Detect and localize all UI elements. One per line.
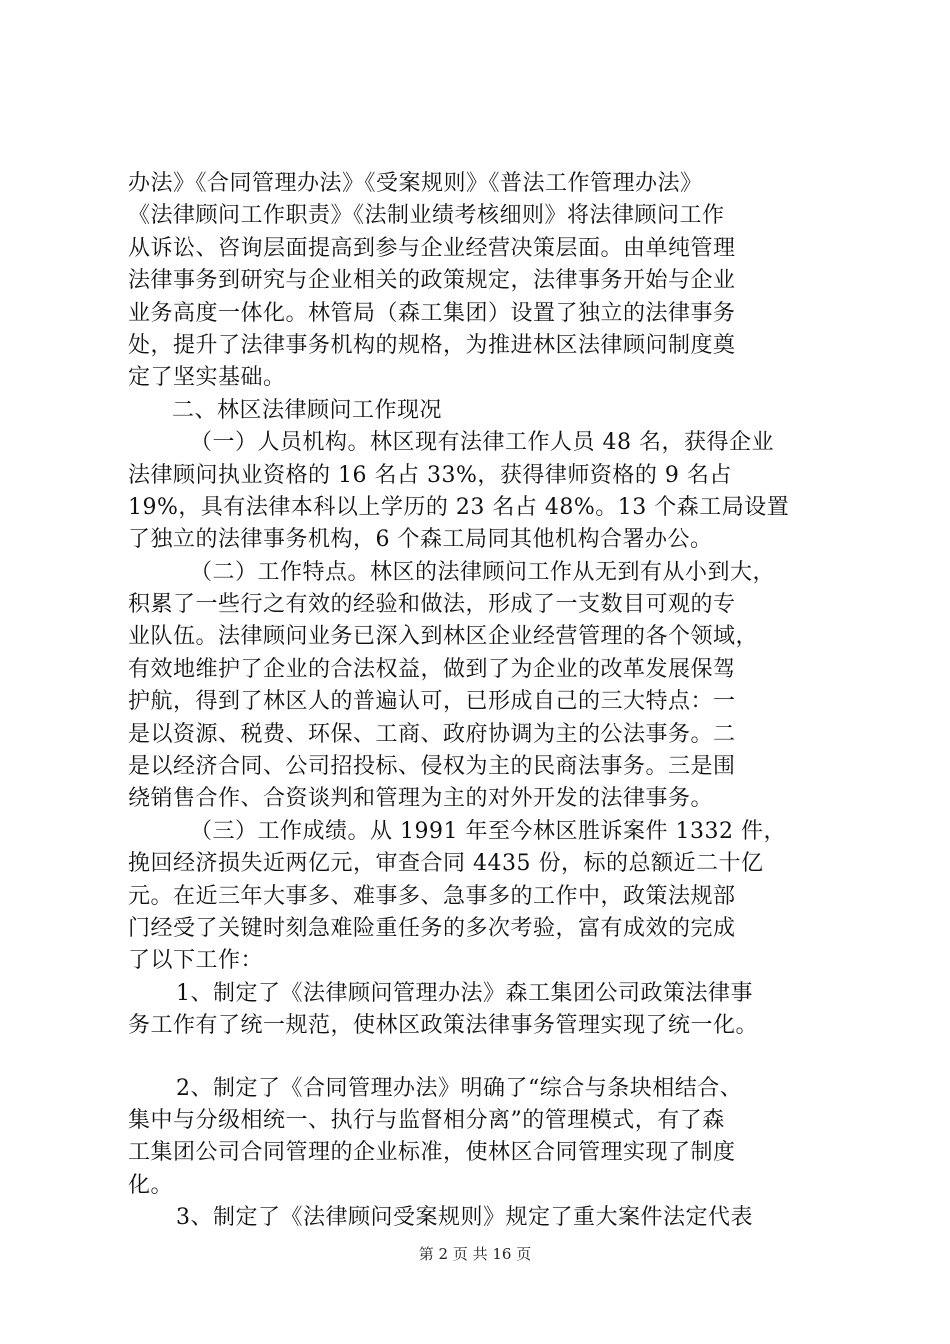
text-line: 有效地维护了企业的合法权益，做到了为企业的改革发展保驾 <box>128 656 736 682</box>
text-line: 绕销售合作、合资谈判和管理为主的对外开发的法律事务。 <box>128 786 714 812</box>
page-number-footer: 第 2 页 共 16 页 <box>418 1245 532 1263</box>
text-line: 定了坚实基础。 <box>128 365 286 391</box>
text-line: 积累了一些行之有效的经验和做法，形成了一支数目可观的专 <box>128 592 736 618</box>
section-heading: 二、林区法律顾问工作现况 <box>172 397 443 423</box>
paragraph-gap <box>128 1043 848 1073</box>
text-line: 19%，具有法律本科以上学历的 23 名占 48%。13 个森工局设置 <box>128 494 790 520</box>
text-line: 是以经济合同、公司招投标、侵权为主的民商法事务。三是围 <box>128 754 736 780</box>
text-line: 化。 <box>128 1172 174 1198</box>
text-line: 法律事务到研究与企业相关的政策规定，法律事务开始与企业 <box>128 268 736 294</box>
text-line: 集中与分级相统一、执行与监督相分离”的管理模式，有了森 <box>128 1107 725 1133</box>
text-line: 挽回经济损失近两亿元，审查合同 4435 份，标的总额近二十亿 <box>128 851 764 877</box>
text-line: 办法》《合同管理办法》《受案规则》《普法工作管理办法》 <box>128 171 703 196</box>
subsection-heading-line: （三）工作成绩。从 1991 年至今林区胜诉案件 1332 件， <box>190 818 786 844</box>
text-line: 务工作有了统一规范，使林区政策法律事务管理实现了统一化。 <box>128 1013 759 1039</box>
text-line: 门经受了关键时刻急难险重任务的多次考验，富有成效的完成 <box>128 915 736 941</box>
text-line: 是以资源、税费、环保、工商、政府协调为主的公法事务。二 <box>128 721 736 747</box>
text-line: 工集团公司合同管理的企业标准，使林区合同管理实现了制度 <box>128 1140 736 1166</box>
text-line: 了独立的法律事务机构，6 个森工局同其他机构合署办公。 <box>128 527 713 553</box>
text-line: 业务高度一体化。林管局（森工集团）设置了独立的法律事务 <box>128 300 736 326</box>
list-item-line: 3、制定了《法律顾问受案规则》规定了重大案件法定代表 <box>176 1205 753 1231</box>
text-line: 《法律顾问工作职责》《法制业绩考核细则》将法律顾问工作 <box>128 203 725 229</box>
document-body <box>128 168 848 1235</box>
list-item-line: 1、制定了《法律顾问管理办法》森工集团公司政策法律事 <box>176 980 753 1006</box>
text-line: 元。在近三年大事多、难事多、急事多的工作中，政策法规部 <box>128 883 736 909</box>
text-line: 法律顾问执业资格的 16 名占 33%，获得律师资格的 9 名占 <box>128 462 732 488</box>
text-line: 业队伍。法律顾问业务已深入到林区企业经营管理的各个领域， <box>128 624 759 650</box>
text-line: 从诉讼、咨询层面提高到参与企业经营决策层面。由单纯管理 <box>128 235 736 261</box>
subsection-heading-line: （一）人员机构。林区现有法律工作人员 48 名，获得企业 <box>190 430 774 456</box>
text-line: 了以下工作： <box>128 948 264 974</box>
text-line: 处，提升了法律事务机构的规格，为推进林区法律顾问制度奠 <box>128 332 736 358</box>
list-item-line: 2、制定了《合同管理办法》明确了“综合与条块相结合、 <box>176 1075 743 1101</box>
text-line: 护航，得到了林区人的普遍认可，已形成自己的三大特点：一 <box>128 689 736 715</box>
subsection-heading-line: （二）工作特点。林区的法律顾问工作从无到有从小到大， <box>190 559 776 585</box>
